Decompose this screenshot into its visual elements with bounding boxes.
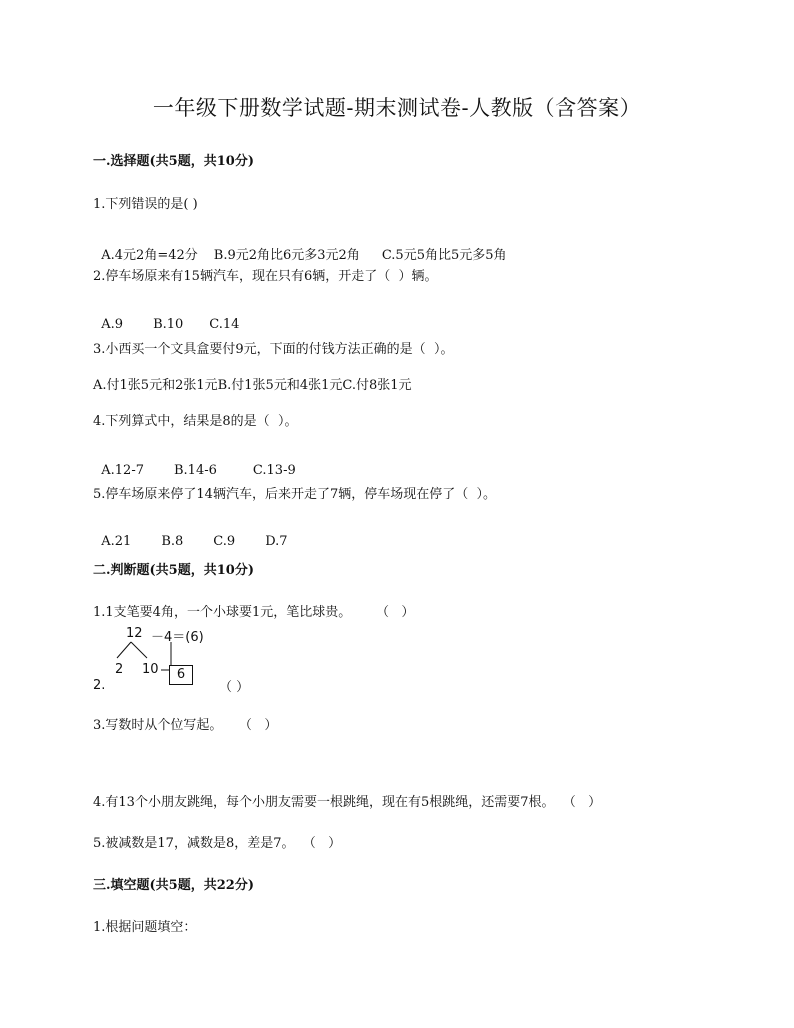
- question-3-1: 1.根据问题填空：: [93, 920, 197, 935]
- result-box: 6: [169, 665, 193, 685]
- option-b: B.14-6: [174, 463, 217, 478]
- question-2-1: 1.1支笔要4角，一个小球要1元，笔比球贵。 （ ）: [93, 605, 415, 620]
- option-c: C.5元5角比5元多5角: [381, 248, 507, 263]
- option-b: B.9元2角比6元多3元2角: [213, 248, 360, 263]
- options-1-2: [93, 302, 239, 332]
- option-a: A.9: [101, 317, 124, 332]
- option-d: D.7: [265, 534, 288, 549]
- question-1-4: 4.下列算式中，结果是8的是（ ）。: [93, 414, 298, 429]
- option-c: C.14: [209, 317, 240, 332]
- decomposition-diagram: [93, 622, 353, 702]
- branch-line-right: [131, 642, 147, 658]
- option-b: B.8: [161, 534, 184, 549]
- branch-line-left: [117, 642, 131, 658]
- equation-rest: －4＝(6): [151, 630, 204, 645]
- split-part-b: 10: [142, 662, 159, 677]
- section-heading-choice: 一.选择题(共5题，共10分): [93, 154, 254, 169]
- split-part-a: 2: [115, 662, 124, 677]
- option-a: A.21: [101, 534, 132, 549]
- question-1-5: 5.停车场原来停了14辆汽车，后来开走了7辆，停车场现在停了（ ）。: [93, 487, 496, 502]
- option-a: A.12-7: [101, 463, 144, 478]
- option-c: C.13-9: [252, 463, 296, 478]
- question-2-4: 4.有13个小朋友跳绳，每个小朋友需要一根跳绳，现在有5根跳绳，还需要7根。 （ ）: [93, 795, 602, 810]
- option-a: A.4元2角=42分: [101, 248, 198, 263]
- option-c: C.9: [213, 534, 236, 549]
- minuend: 12: [126, 626, 143, 641]
- document-title: 一年级下册数学试题-期末测试卷-人教版（含答案）: [152, 96, 642, 120]
- options-1-1: [93, 229, 507, 263]
- question-1-2: 2.停车场原来有15辆汽车，现在只有6辆，开走了（ ）辆。: [93, 269, 438, 284]
- question-1-3: 3.小西买一个文具盒要付9元，下面的付钱方法正确的是（ ）。: [93, 342, 454, 357]
- answer-paren: （ ）: [219, 680, 250, 695]
- question-2-3: 3.写数时从个位写起。 （ ）: [93, 718, 278, 733]
- options-1-3: A.付1张5元和2张1元B.付1张5元和4张1元C.付8张1元: [93, 378, 412, 393]
- question-1-1: 1.下列错误的是( ): [93, 197, 198, 212]
- section-heading-fill: 三.填空题(共5题，共22分): [93, 878, 254, 893]
- options-1-5: [93, 519, 288, 549]
- options-1-4: [93, 448, 296, 478]
- section-heading-judge: 二.判断题(共5题，共10分): [93, 563, 254, 578]
- question-number: 2.: [93, 678, 106, 693]
- question-2-5: 5.被减数是17，减数是8，差是7。 （ ）: [93, 836, 342, 851]
- option-b: B.10: [153, 317, 184, 332]
